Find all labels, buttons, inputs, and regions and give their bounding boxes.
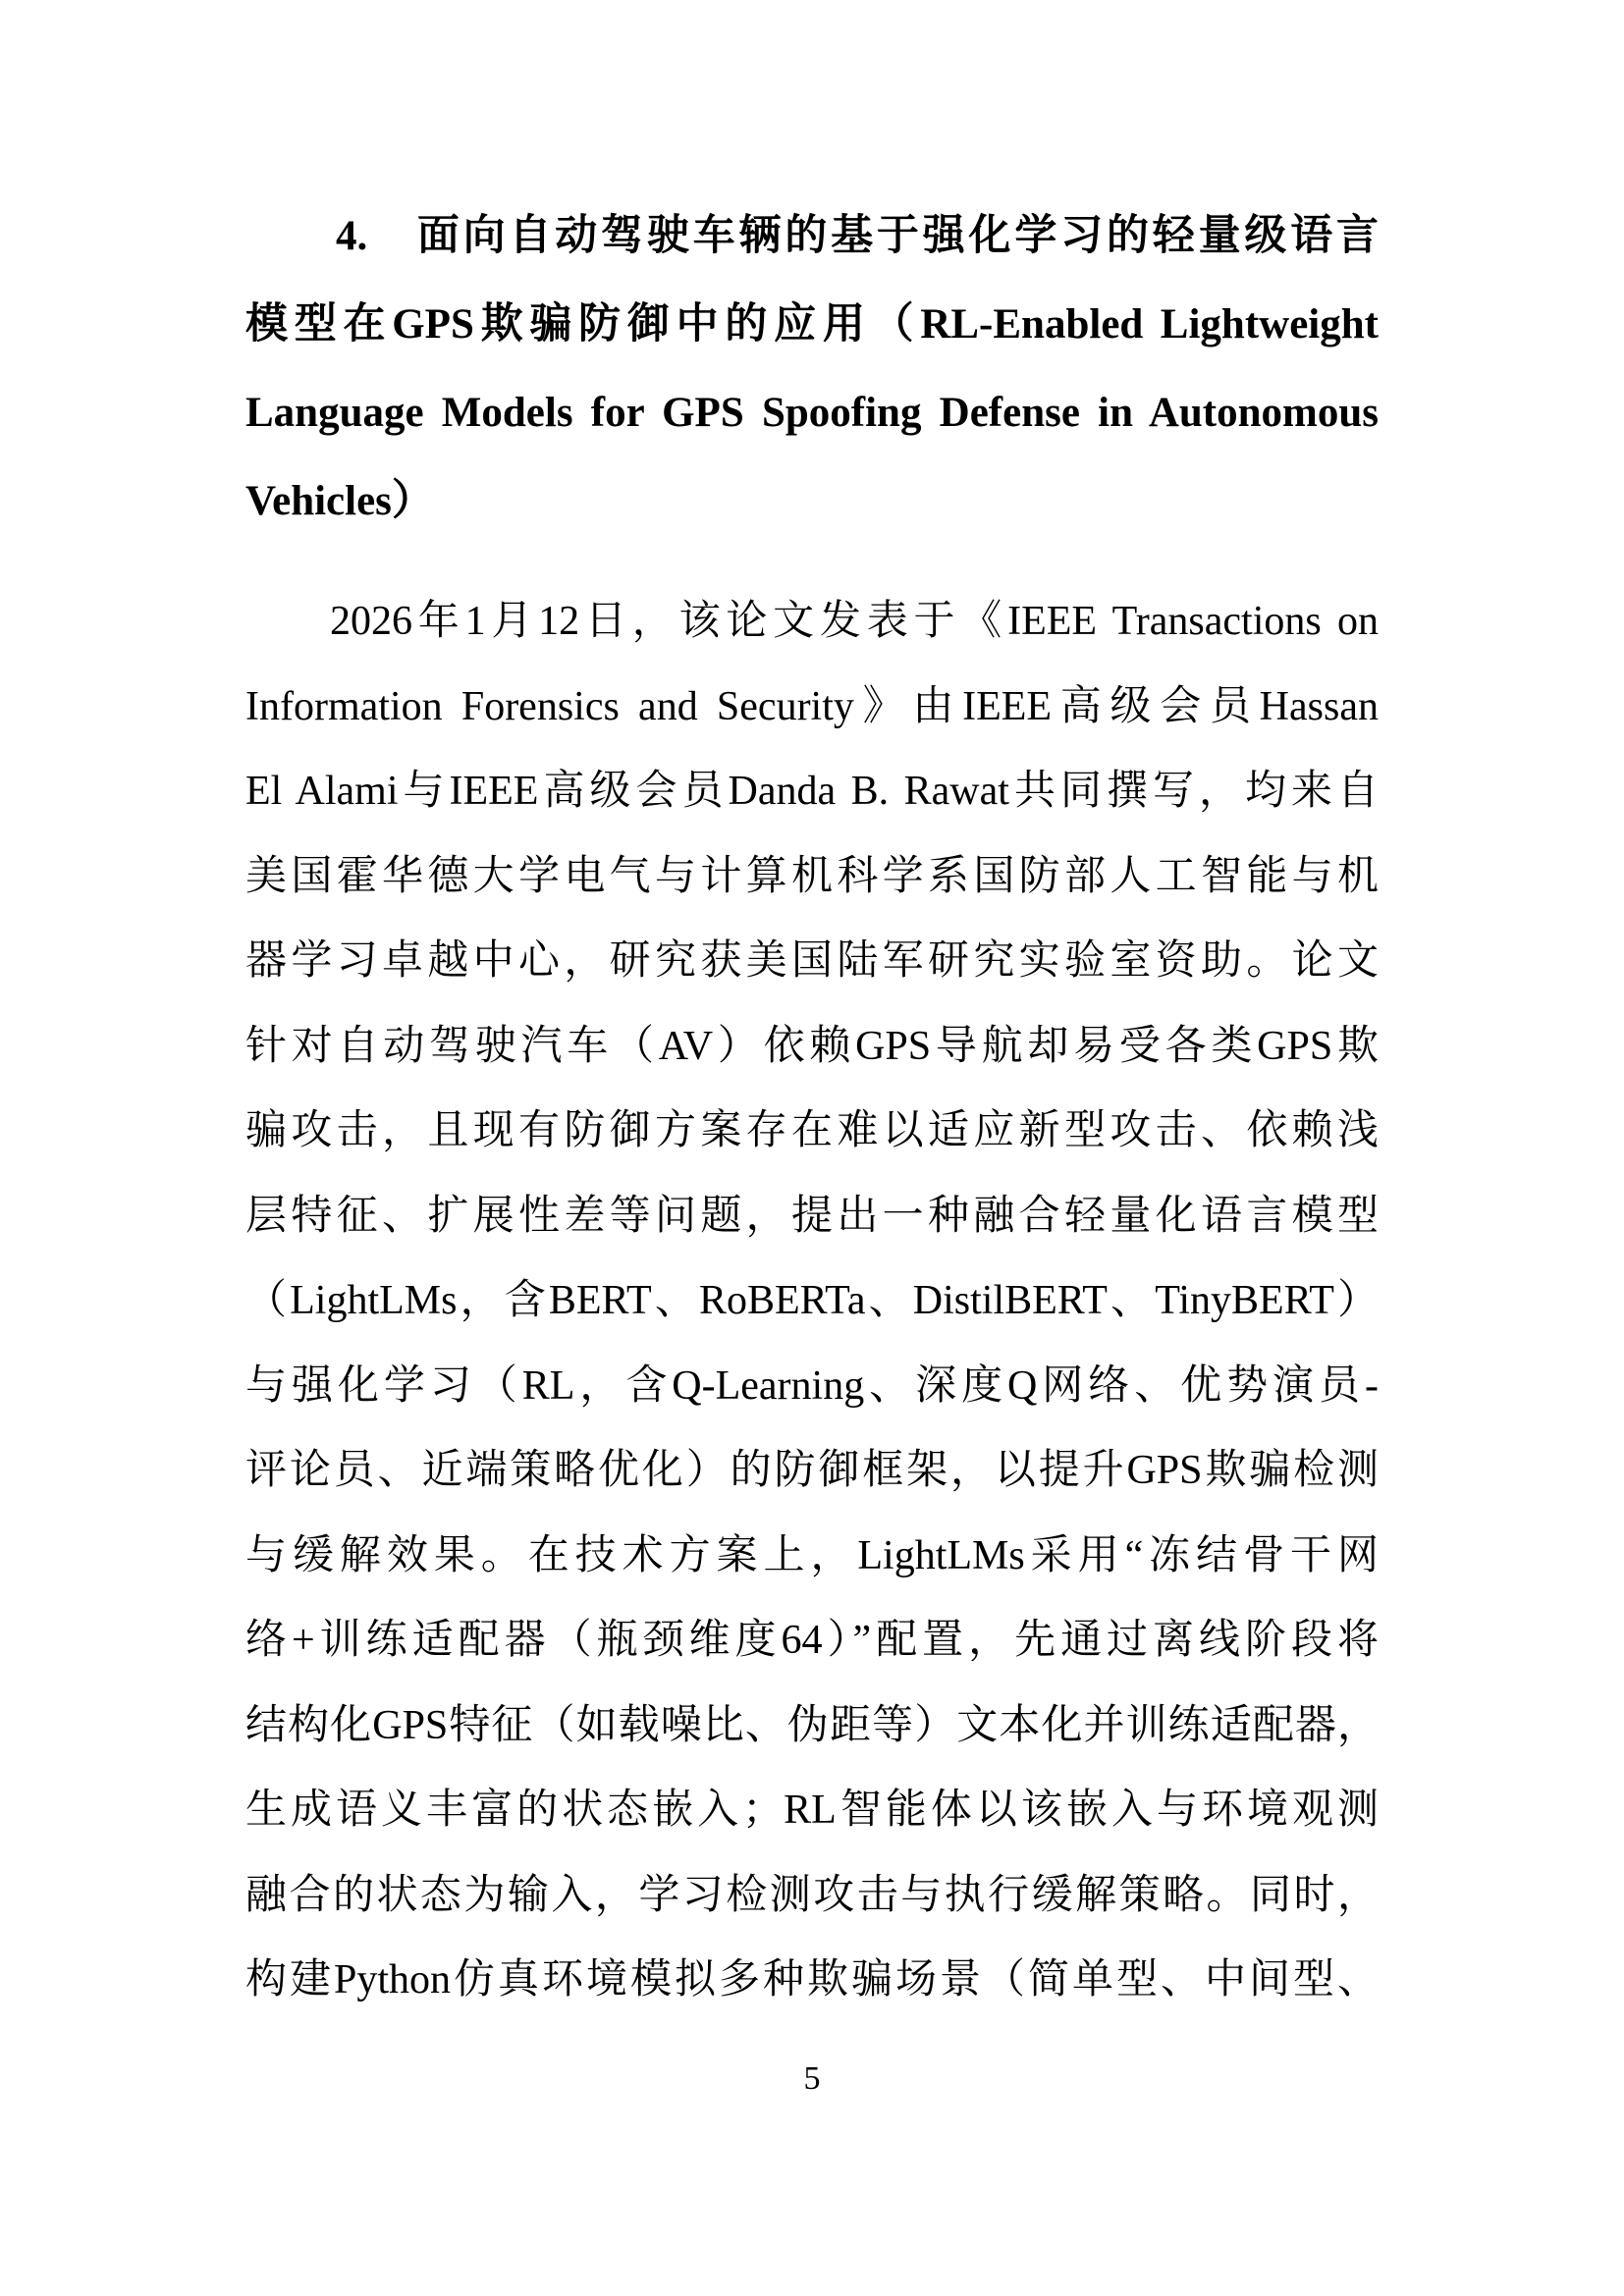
paragraph-line: 层特征、扩展性差等问题，提出一种融合轻量化语言模型 [245, 1193, 1379, 1239]
paragraph-line: （LightLMs，含BERT、RoBERTa、DistilBERT、TinyBERT） [245, 1278, 1379, 1323]
paragraph-line: 构建Python仿真环境模拟多种欺骗场景（简单型、中间型、 [245, 1957, 1379, 2002]
heading-line: 4. 面向自动驾驶车辆的基于强化学习的轻量级语言 [336, 213, 1379, 259]
paragraph-line: 2026年1月12日，该论文发表于《IEEE Transactions on [330, 599, 1379, 644]
section-heading [245, 192, 1379, 546]
heading-line: Language Models for GPS Spoofing Defense in Autonomous [245, 390, 1379, 436]
paragraph-line: El Alami与IEEE高级会员Danda B. Rawat共同撰写，均来自 [245, 769, 1379, 814]
paragraph [245, 579, 1379, 2023]
paragraph-line: 与强化学习（RL，含Q-Learning、深度Q网络、优势演员- [245, 1362, 1379, 1409]
paragraph-line: 结构化GPS特征（如载噪比、伪距等）文本化并训练适配器， [245, 1702, 1379, 1748]
paragraph-line: 评论员、近端策略优化）的防御框架，以提升GPS欺骗检测 [245, 1448, 1379, 1493]
paragraph-line: 生成语义丰富的状态嵌入；RL智能体以该嵌入与环境观测 [245, 1788, 1379, 1833]
paragraph-line: 骗攻击，且现有防御方案存在难以适应新型攻击、依赖浅 [245, 1108, 1379, 1153]
paragraph-line: 针对自动驾驶汽车（AV）依赖GPS导航却易受各类GPS欺 [245, 1023, 1379, 1069]
paragraph-line: Information Forensics and Security》由IEEE高级会员Hassan [245, 683, 1379, 729]
paragraph-line: 融合的状态为输入，学习检测攻击与执行缓解策略。同时， [245, 1872, 1379, 1918]
heading-line: 模型在GPS欺骗防御中的应用（RL-Enabled Lightweight [245, 301, 1379, 347]
heading-line: Vehicles） [245, 478, 434, 524]
paragraph-line: 与缓解效果。在技术方案上，LightLMs采用“冻结骨干网 [245, 1532, 1379, 1578]
paragraph-line: 络+训练适配器（瓶颈维度64）”配置，先通过离线阶段将 [245, 1618, 1379, 1663]
paragraph-line: 器学习卓越中心，研究获美国陆军研究实验室资助。论文 [245, 938, 1379, 984]
page-number: 5 [803, 2060, 821, 2097]
paragraph-line: 美国霍华德大学电气与计算机科学系国防部人工智能与机 [245, 853, 1379, 899]
